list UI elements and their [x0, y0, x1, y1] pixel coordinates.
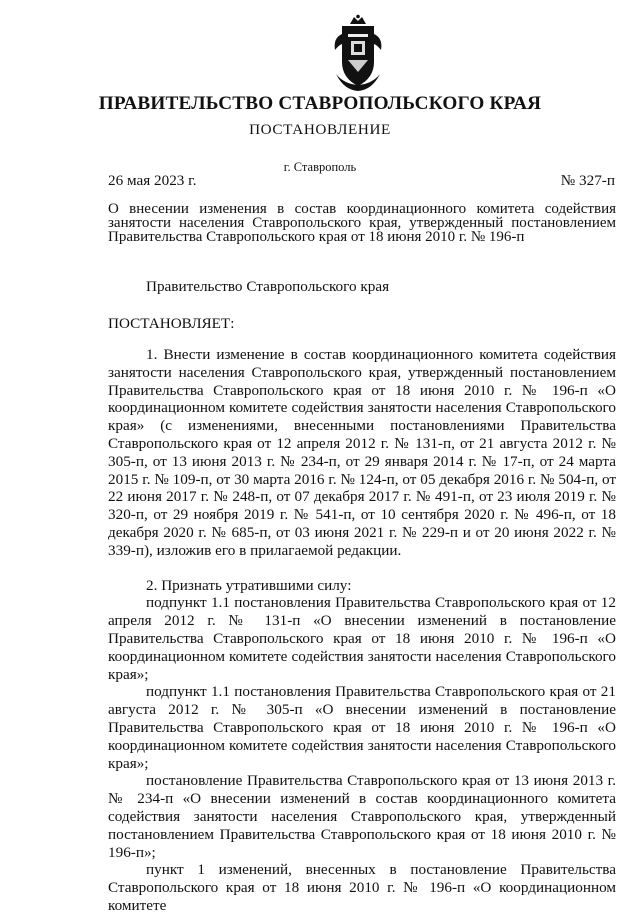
- decree-body: [108, 346, 616, 915]
- repealed-item: подпункт 1.1 постановления Правительства Ставропольского края от 21 августа 2012 г. № 305-п «О внесении изменений в постановление Правительства Ставропольского края от 18 июня 2010 г. № 196-п «О координационном комитете содействия занятости населения Ставропольского края»;: [108, 683, 616, 772]
- decree-subject: О внесении изменения в состав координационного комитета содействия занятости населения Ставропольского края, утвержденный постановлением Правительства Ставропольского края от 18 июня 2010 г. № 196-п: [108, 201, 616, 245]
- issuer-line: Правительство Ставропольского края: [146, 278, 390, 295]
- paragraph-1: 1. Внести изменение в состав координационного комитета содействия занятости населения Ставропольского края, утвержденный постановлением Правительства Ставропольского края от 18 июня 2010 г. № 196-п «О координационном комитете содействия занятости населения Ставропольского края» (с изменениями, внесенными постановлениями Правительства Ставропольского края от 12 апреля 2012 г. № 131-п, от 21 августа 2012 г. № 305-п, от 13 июня 2013 г. № 234-п, от 29 января 2014 г. № 17-п, от 24 марта 2015 г. № 109-п, от 30 марта 2016 г. № 124-п, от 05 декабря 2016 г. № 504-п, от 22 июня 2017 г. № 248-п, от 07 декабря 2017 г. № 491-п, от 23 июля 2019 г. № 320-п, от 29 ноября 2019 г. № 541-п, от 10 сентября 2020 г. № 496-п, от 18 декабря 2020 г. № 685-п, от 03 июня 2021 г. № 229-п и от 20 июня 2022 г. № 339-п), изложив его в прилагаемой редакции.: [108, 346, 616, 559]
- stavropol-coat-of-arms-icon: [330, 14, 386, 92]
- decree-number: № 327-п: [560, 172, 615, 189]
- resolves-heading: ПОСТАНОВЛЯЕТ:: [108, 315, 235, 332]
- city: г. Ставрополь: [283, 160, 357, 174]
- document-type: ПОСТАНОВЛЕНИЕ: [249, 121, 391, 138]
- government-title: ПРАВИТЕЛЬСТВО СТАВРОПОЛЬСКОГО КРАЯ: [98, 93, 542, 114]
- decree-date: 26 мая 2023 г.: [108, 172, 197, 189]
- repealed-item: пункт 1 изменений, внесенных в постановление Правительства Ставропольского края от 18 июня 2010 г. № 196-п «О координационном комитете: [108, 861, 616, 914]
- repealed-item: подпункт 1.1 постановления Правительства Ставропольского края от 12 апреля 2012 г. № 131-п «О внесении изменений в постановление Правительства Ставропольского края от 18 июня 2010 г. № 196-п «О координационном комитете содействия занятости населения Ставропольского края»;: [108, 594, 616, 683]
- repealed-item: постановление Правительства Ставропольского края от 13 июня 2013 г. № 234-п «О внесении изменений в состав координационного комитета содействия занятости населения Ставропольского края, утвержденный постановлением Правительства Ставропольского края от 18 июня 2010 г. № 196-п»;: [108, 772, 616, 861]
- paragraph-2: 2. Признать утратившими силу:: [146, 576, 352, 594]
